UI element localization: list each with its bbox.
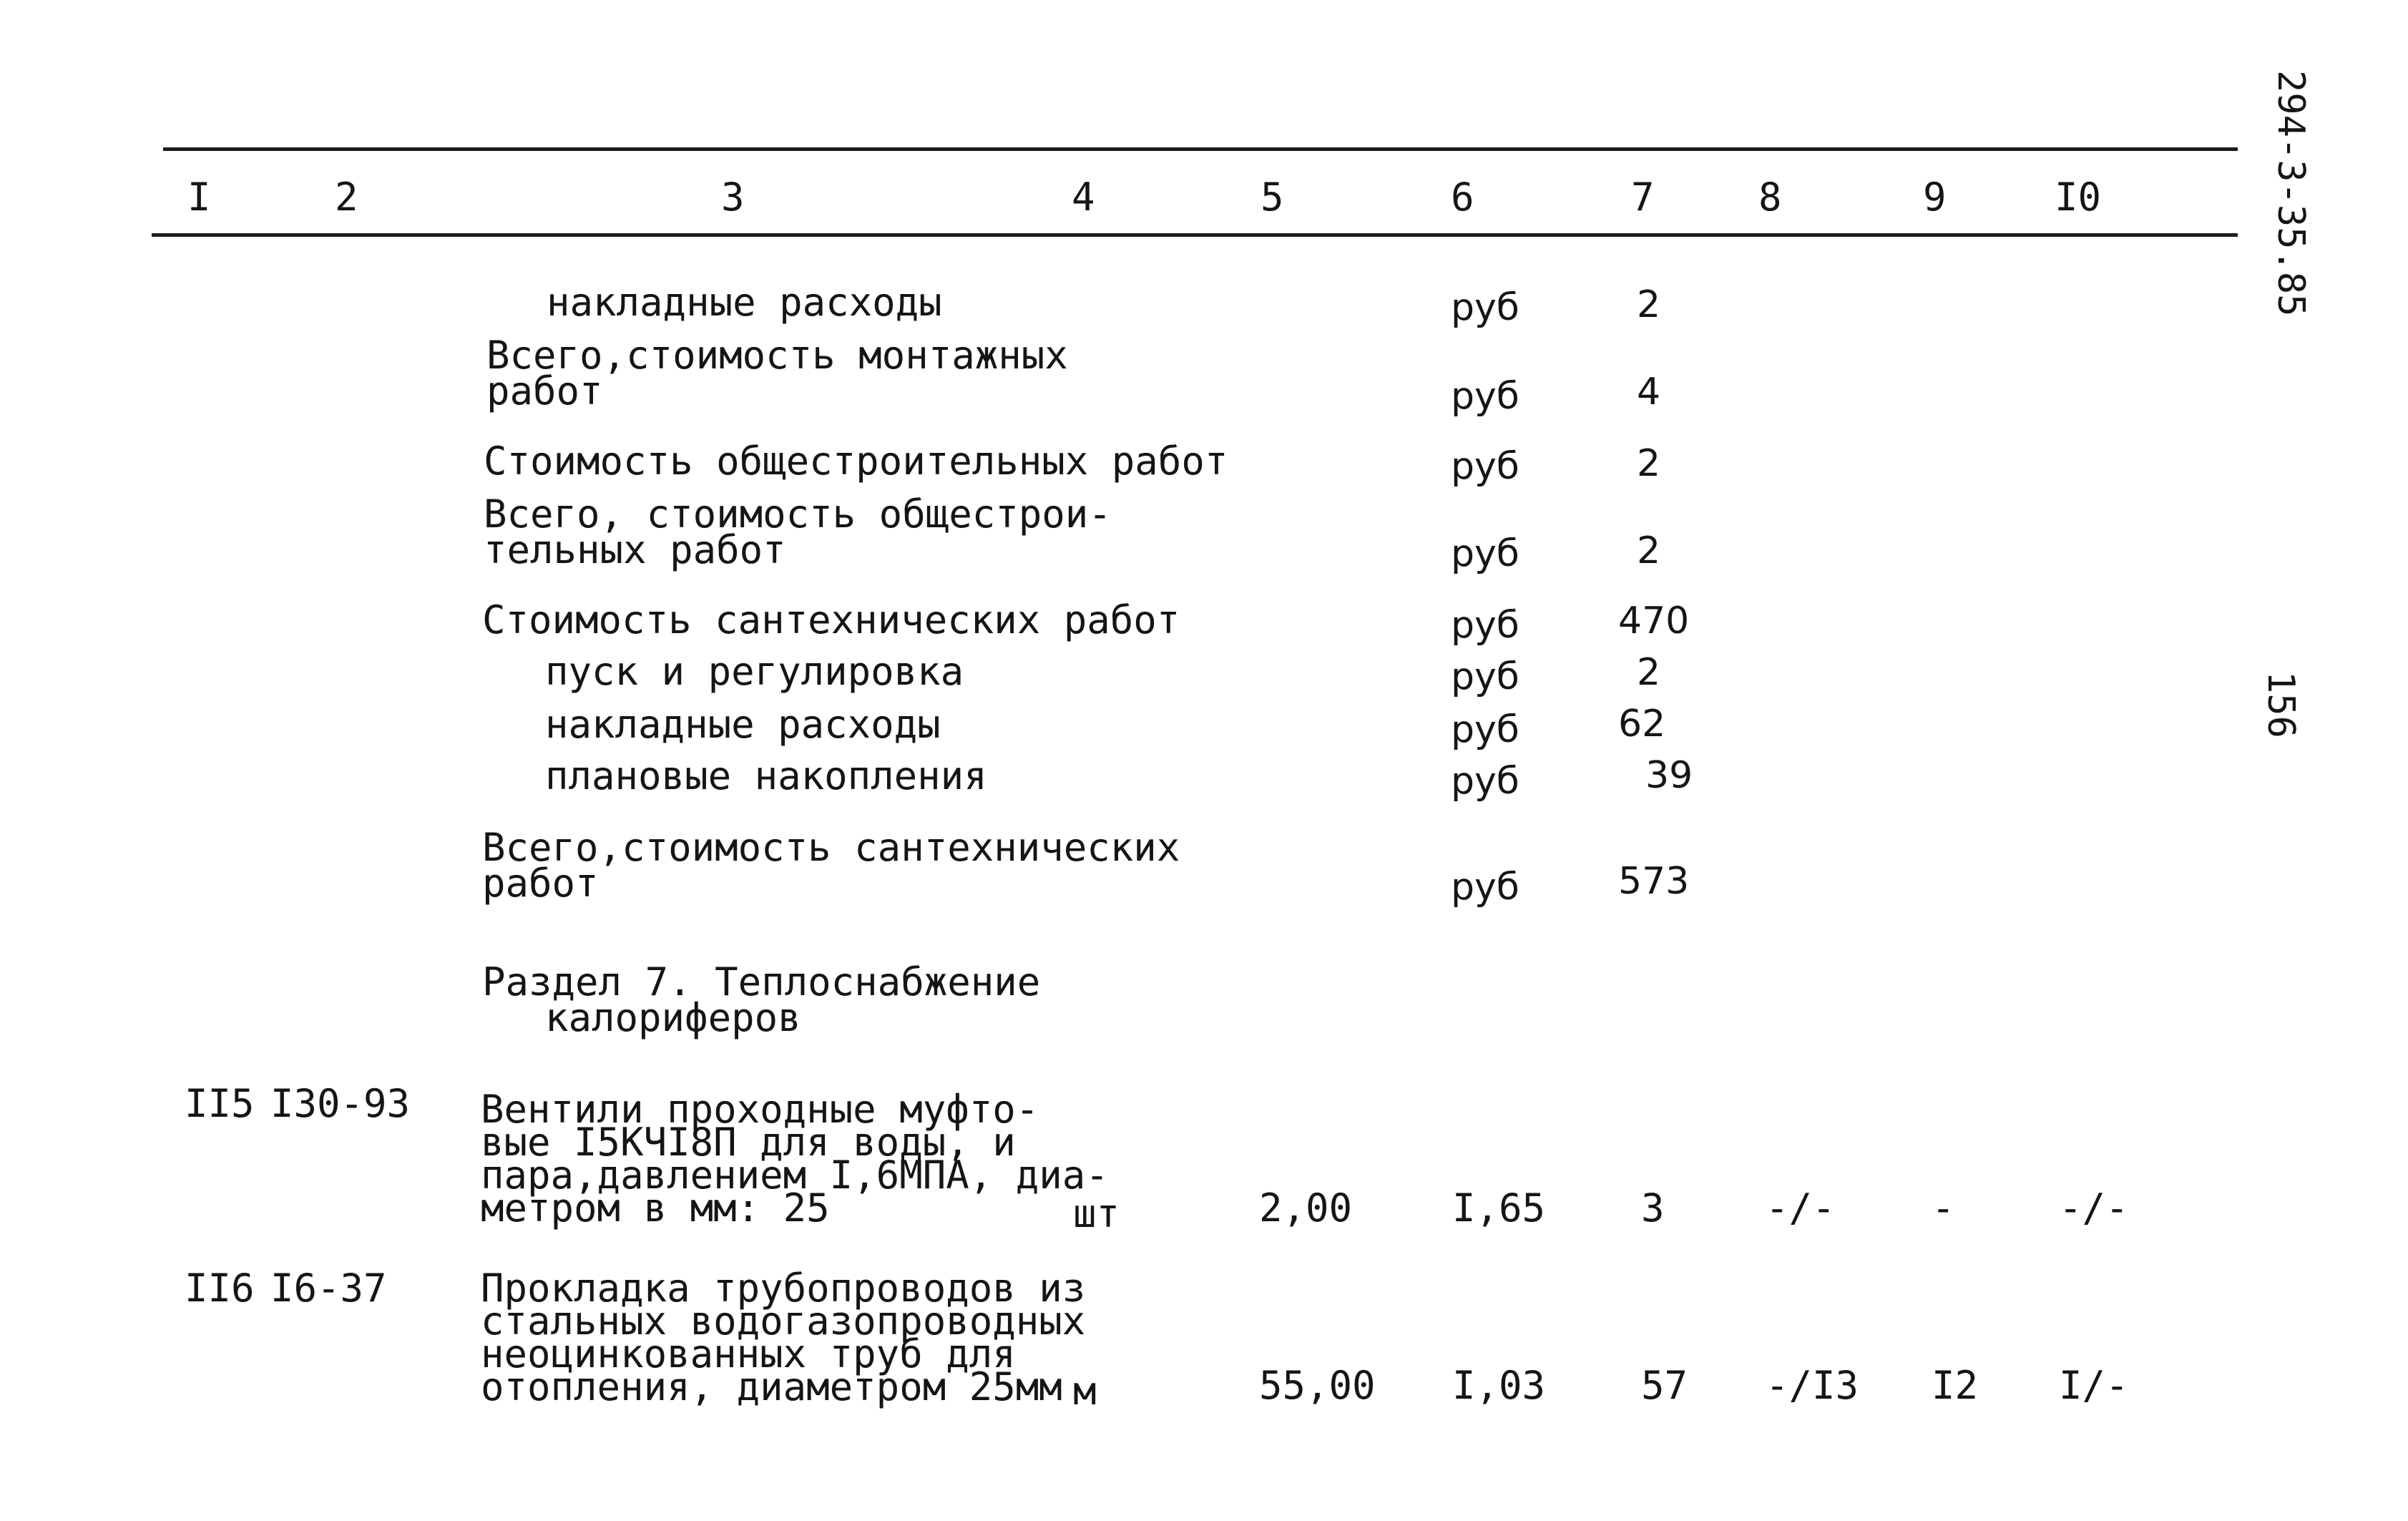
summary-unit: руб bbox=[1451, 866, 1519, 909]
item-col-9: - bbox=[1932, 1185, 1955, 1231]
item-quantity: 55,00 bbox=[1259, 1363, 1376, 1408]
item-total: 57 bbox=[1641, 1363, 1688, 1408]
item-col-10: -/- bbox=[2059, 1185, 2129, 1231]
item-description: Прокладка трубопроводов из bbox=[481, 1266, 1086, 1311]
item-unit-price: I,65 bbox=[1452, 1185, 1546, 1231]
summary-label: Стоимость общестроительных работ bbox=[484, 439, 1228, 484]
summary-label-cont: работ bbox=[482, 861, 599, 906]
summary-unit: руб bbox=[1451, 708, 1519, 751]
item-unit: м bbox=[1073, 1369, 1097, 1414]
summary-value: 62 bbox=[1618, 703, 1666, 745]
column-header-5: 5 bbox=[1261, 175, 1284, 220]
section-title-cont: калориферов bbox=[545, 995, 801, 1040]
item-description-cont: неоцинкованных труб для bbox=[481, 1331, 1016, 1376]
summary-label-cont: тельных работ bbox=[484, 527, 786, 572]
summary-unit: руб bbox=[1451, 532, 1519, 575]
column-header-8: 8 bbox=[1758, 175, 1782, 220]
summary-value: 2 bbox=[1637, 442, 1661, 485]
item-code: I30-93 bbox=[270, 1081, 411, 1126]
column-header-9: 9 bbox=[1923, 175, 1947, 220]
summary-label: Всего, стоимость общестрои- bbox=[484, 491, 1112, 537]
item-description-cont: отопления, диаметром 25мм bbox=[481, 1364, 1062, 1409]
column-header-7: 7 bbox=[1631, 175, 1655, 220]
header-top-rule bbox=[163, 147, 2238, 151]
item-description-cont: метром в мм: 25 bbox=[481, 1185, 830, 1231]
column-header-4: 4 bbox=[1072, 175, 1095, 220]
column-header-3: 3 bbox=[721, 175, 745, 220]
summary-label: пуск и регулировка bbox=[545, 649, 964, 694]
item-unit-price: I,03 bbox=[1452, 1363, 1546, 1408]
item-description: Вентили проходные муфто- bbox=[481, 1087, 1039, 1132]
item-col-8: -/- bbox=[1766, 1185, 1836, 1231]
header-bottom-rule bbox=[152, 233, 2238, 237]
item-col-10: I/- bbox=[2059, 1363, 2129, 1408]
column-header-6: 6 bbox=[1451, 175, 1474, 220]
column-header-10: I0 bbox=[2055, 175, 2102, 220]
summary-value: 2 bbox=[1637, 651, 1661, 694]
item-number: II6 bbox=[185, 1266, 255, 1311]
summary-label: Всего,стоимость сантехнических bbox=[482, 825, 1180, 870]
item-quantity: 2,00 bbox=[1259, 1185, 1353, 1231]
item-col-8: -/I3 bbox=[1766, 1363, 1859, 1408]
summary-label: плановые накопления bbox=[545, 753, 987, 798]
summary-unit: руб bbox=[1451, 655, 1519, 698]
summary-label: накладные расходы bbox=[547, 280, 942, 325]
item-description-cont: вые I5КЧI8П для воды, и bbox=[481, 1120, 1016, 1165]
summary-unit: руб bbox=[1451, 375, 1519, 418]
document-code: 294-3-35.85 bbox=[2269, 70, 2312, 317]
item-number: II5 bbox=[185, 1081, 255, 1126]
summary-label: Всего,стоимость монтажных bbox=[486, 333, 1068, 378]
item-total: 3 bbox=[1641, 1185, 1665, 1231]
summary-unit: руб bbox=[1451, 445, 1519, 488]
item-code: I6-37 bbox=[270, 1266, 387, 1311]
summary-value: 573 bbox=[1618, 860, 1690, 903]
summary-value: 2 bbox=[1637, 283, 1661, 326]
section-title: Раздел 7. Теплоснабжение bbox=[482, 959, 1041, 1004]
column-header-1: I bbox=[187, 175, 211, 220]
column-header-2: 2 bbox=[335, 175, 358, 220]
summary-label-cont: работ bbox=[486, 368, 603, 414]
summary-unit: руб bbox=[1451, 760, 1519, 803]
summary-value: 2 bbox=[1637, 529, 1661, 572]
item-col-9: I2 bbox=[1932, 1363, 1979, 1408]
summary-label: накладные расходы bbox=[545, 702, 941, 747]
summary-unit: руб bbox=[1451, 604, 1519, 647]
summary-unit: руб bbox=[1451, 286, 1519, 329]
summary-value: 39 bbox=[1645, 754, 1693, 797]
item-description-cont: стальных водогазопроводных bbox=[481, 1299, 1086, 1344]
summary-value: 470 bbox=[1618, 600, 1690, 642]
page-number: 156 bbox=[2259, 671, 2302, 738]
summary-label: Стоимость сантехнических работ bbox=[482, 597, 1180, 642]
item-unit: шт bbox=[1073, 1191, 1120, 1236]
summary-value: 4 bbox=[1637, 371, 1661, 414]
item-description-cont: пара,давлением I,6МПА, диа- bbox=[481, 1153, 1109, 1198]
